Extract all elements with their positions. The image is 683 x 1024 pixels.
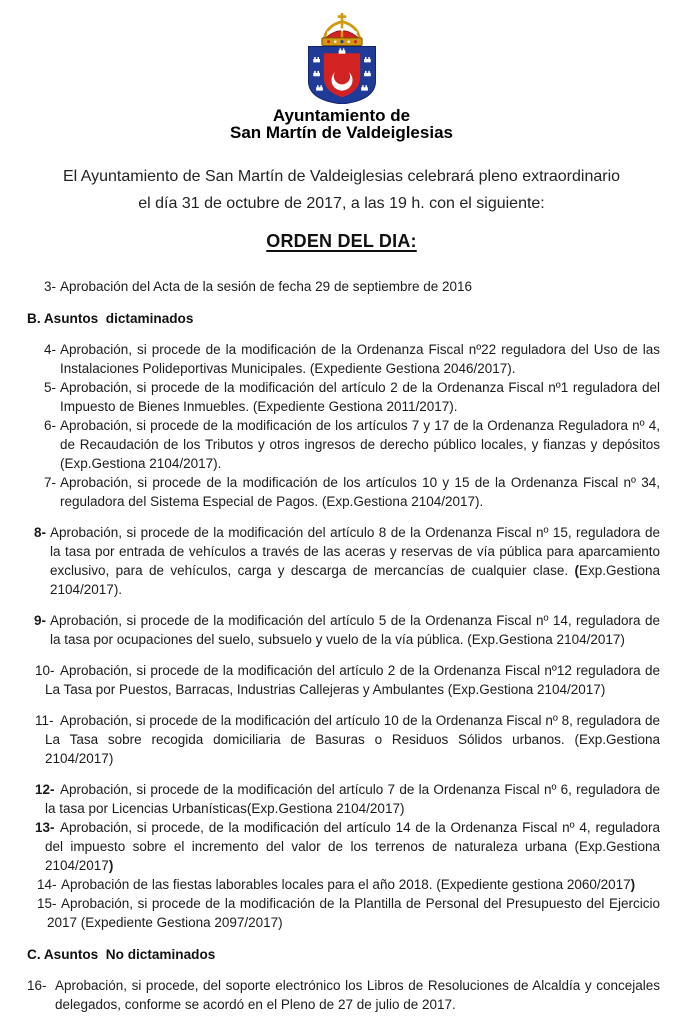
agenda-item-4 bbox=[0, 340, 660, 378]
item-text: Aprobación, si procede de la modificación de la Ordenanza Fiscal nº22 reguladora del Uso de las Instalaciones Polideportivas Municipales. (Expediente Gestiona 2046/2017). bbox=[60, 342, 660, 376]
agenda-item-12 bbox=[0, 780, 660, 818]
agenda-item-14 bbox=[0, 875, 660, 894]
agenda-item-9 bbox=[0, 611, 660, 649]
announcement-line2: el día 31 de octubre de 2017, a las 19 h. con el siguiente: bbox=[138, 195, 545, 212]
item-text: Aprobación de las fiestas laborables locales para el año 2018. (Expediente gestiona 2060/2017) bbox=[61, 877, 636, 892]
coat-of-arms-icon bbox=[294, 12, 390, 104]
item-text: Aprobación, si procede de la modificación del artículo 8 de la Ordenanza Fiscal nº 15, reguladora de la tasa por entrada de vehículos a través de las aceras y reservas de vía pública para aparcamiento exclusivo, para de vehículos, carga y descarga de mercancías de cualquier clase. (Exp.Gestiona 2104/2017). bbox=[50, 525, 660, 597]
item-number: 5- bbox=[44, 380, 57, 395]
item-text: Aprobación, si procede de la modificación del artículo 10 de la Ordenanza Fiscal nº 8, reguladora de La Tasa sobre recogida domiciliaria de Basuras o Residuos Sólidos urbanos. (Exp.Gestiona 2104/2017) bbox=[45, 713, 660, 766]
agenda-item-3 bbox=[0, 277, 660, 296]
organization-name-line1: Ayuntamiento de bbox=[272, 106, 411, 125]
agenda-item-10 bbox=[0, 661, 660, 699]
agenda-item-15 bbox=[0, 894, 660, 932]
item-text: Aprobación, si procede, del soporte electrónico los Libros de Resoluciones de Alcaldía y concejales delegados, conforme se acordó en el Pleno de 27 de julio de 2017. bbox=[55, 978, 660, 1012]
announcement-line1: El Ayuntamiento de San Martín de Valdeiglesias celebrará pleno extraordinario bbox=[62, 168, 621, 185]
organization-name-line2: San Martín de Valdeiglesias bbox=[230, 123, 453, 142]
agenda-item-7 bbox=[0, 473, 660, 511]
item-number: 15- bbox=[37, 896, 57, 911]
item-number: 6- bbox=[44, 418, 57, 433]
item-number: 7- bbox=[44, 475, 57, 490]
crown-icon bbox=[321, 13, 361, 46]
agenda-item-5 bbox=[0, 378, 660, 416]
organization-name bbox=[0, 107, 683, 141]
agenda-item-6 bbox=[0, 416, 660, 473]
agenda-item-13 bbox=[0, 818, 660, 875]
item-text: Aprobación, si procede de la modificación de la Plantilla de Personal del Presupuesto del Ejercicio 2017 (Expediente Gestiona 2097/2017) bbox=[47, 896, 660, 930]
item-text: Aprobación, si procede de la modificación del artículo 2 de la Ordenanza Fiscal nº1 reguladora del Impuesto de Bienes Inmuebles. (Expediente Gestiona 2011/2017). bbox=[60, 380, 660, 414]
agenda-item-16 bbox=[0, 976, 660, 1014]
section-heading: C. Asuntos No dictaminados bbox=[27, 947, 216, 962]
item-text: Aprobación, si procede de la modificación de los artículos 10 y 15 de la Ordenanza Fiscal nº 34, reguladora del Sistema Especial de Pagos. (Exp.Gestiona 2104/2017). bbox=[60, 475, 660, 509]
item-number: 11- bbox=[35, 713, 54, 728]
announcement-text bbox=[18, 163, 666, 217]
item-text: Aprobación, si procede de la modificación del artículo 5 de la Ordenanza Fiscal nº 14, reguladora de la tasa por ocupaciones del suelo, subsuelo y vuelo de la vía pública. (Exp.Gestiona 2104/2017) bbox=[50, 613, 660, 647]
shield-icon bbox=[308, 47, 375, 105]
item-number: 4- bbox=[44, 342, 57, 357]
item-number: 3- bbox=[44, 279, 57, 294]
agenda-list bbox=[0, 277, 683, 1014]
item-text: Aprobación, si procede de la modificación del artículo 2 de la Ordenanza Fiscal nº12 reguladora de La Tasa por Puestos, Barracas, Industrias Callejeras y Ambulantes (Exp.Gestiona 2104/2017) bbox=[45, 663, 660, 697]
item-text: Aprobación, si procede de la modificación del artículo 7 de la Ordenanza Fiscal nº 6, reguladora de la tasa por Licencias Urbanísticas(Exp.Gestiona 2104/2017) bbox=[45, 782, 660, 816]
agenda-title: ORDEN DEL DIA: bbox=[266, 231, 417, 251]
item-number: 9- bbox=[34, 613, 47, 628]
item-number: 10- bbox=[35, 663, 55, 678]
item-number: 12- bbox=[35, 782, 55, 797]
item-number: 8- bbox=[34, 525, 47, 540]
item-text: Aprobación, si procede de la modificación de los artículos 7 y 17 de la Ordenanza Reguladora nº 4, de Recaudación de los Tributos y otros ingresos de derecho público locales, y fianzas y depósitos (Exp.Gestiona 2104/2017). bbox=[60, 418, 660, 471]
section-heading: B. Asuntos dictaminados bbox=[27, 311, 194, 326]
agenda-item-11 bbox=[0, 711, 660, 768]
coat-of-arms bbox=[0, 0, 683, 104]
item-number: 16- bbox=[27, 978, 47, 993]
item-number: 13- bbox=[35, 820, 55, 835]
item-text: Aprobación, si procede, de la modificación del artículo 14 de la Ordenanza Fiscal nº 4, reguladora del impuesto sobre el incremento del valor de los terrenos de naturaleza urbana (Exp.Gestiona 2104/2017) bbox=[45, 820, 660, 873]
agenda-item-8 bbox=[0, 523, 660, 599]
item-text: Aprobación del Acta de la sesión de fecha 29 de septiembre de 2016 bbox=[60, 279, 473, 294]
item-number: 14- bbox=[37, 877, 57, 892]
